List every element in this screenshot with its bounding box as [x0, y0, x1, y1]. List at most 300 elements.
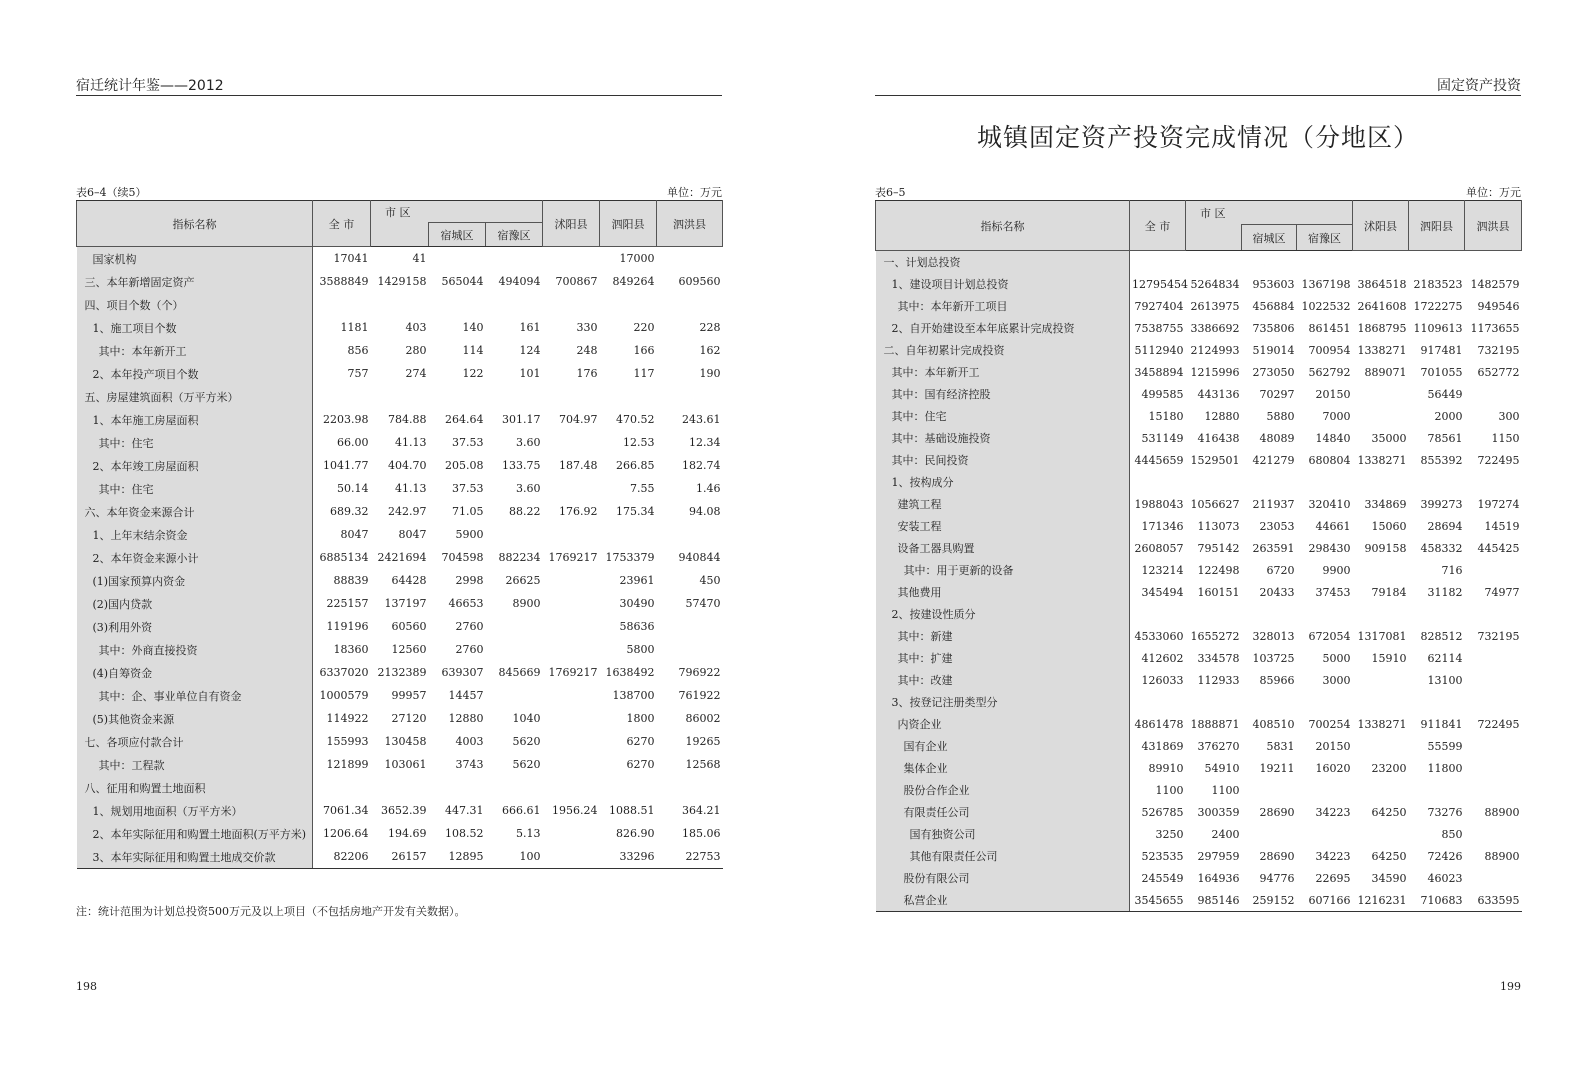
table-cell — [543, 845, 600, 869]
table-cell — [543, 431, 600, 454]
table-cell: 62114 — [1427, 651, 1463, 665]
row-label: 3、按登记注册类型分 — [876, 691, 1130, 713]
table-cell: 19211 — [1259, 761, 1295, 775]
table-cell — [1353, 779, 1409, 801]
row-label: 其中：本年新开工项目 — [876, 295, 1130, 317]
table-cell — [1353, 383, 1409, 405]
table-cell — [486, 523, 543, 546]
table-cell: 71.05 — [452, 505, 484, 518]
table-cell: 79184 — [1371, 585, 1407, 599]
table-cell: 6270 — [626, 758, 655, 771]
table-cell: 103061 — [384, 758, 427, 771]
table-cell: 37.53 — [452, 436, 484, 449]
table-cell: 458332 — [1420, 541, 1463, 555]
table-cell: 3458894 — [1134, 365, 1184, 379]
row-label: 其中：基础设施投资 — [876, 427, 1130, 449]
table-cell: 1868795 — [1357, 321, 1407, 335]
table-cell — [1465, 757, 1522, 779]
table-cell: 9900 — [1322, 563, 1351, 577]
table-cell: 23200 — [1371, 761, 1407, 775]
table-row — [77, 385, 723, 408]
table-cell: 1655272 — [1190, 629, 1240, 643]
table-cell: 700254 — [1308, 717, 1351, 731]
table-cell: 443136 — [1197, 387, 1240, 401]
row-label: 八、征用和购置土地面积 — [77, 776, 313, 799]
row-label: 其他费用 — [876, 581, 1130, 603]
table-cell — [543, 638, 600, 661]
table-cell: 526785 — [1141, 805, 1184, 819]
table-row — [876, 537, 1522, 559]
table-cell: 2760 — [455, 643, 484, 656]
table-cell: 1769217 — [548, 551, 598, 564]
table-cell: 185.06 — [682, 827, 721, 840]
table-row — [77, 339, 723, 362]
header-indicator-name: 指标名称 — [876, 201, 1130, 251]
table-cell: 1.46 — [696, 482, 721, 495]
table-cell: 82206 — [313, 845, 371, 869]
table-cell — [543, 684, 600, 707]
table-cell: 113073 — [1197, 519, 1240, 533]
table-cell: 2613975 — [1190, 299, 1240, 313]
table-cell: 1338271 — [1357, 717, 1407, 731]
row-label: 股份合作企业 — [876, 779, 1130, 801]
table-cell — [1242, 603, 1297, 625]
table-cell — [1465, 603, 1522, 625]
table-cell: 66.00 — [337, 436, 369, 449]
table-row — [77, 477, 723, 500]
table-cell: 2421694 — [377, 551, 427, 564]
left-page — [76, 0, 722, 1077]
table-row — [77, 431, 723, 454]
row-label: 1、按构成分 — [876, 471, 1130, 493]
table-cell — [543, 569, 600, 592]
table-cell: 13100 — [1427, 673, 1463, 687]
table-row — [77, 500, 723, 523]
table-cell: 1109613 — [1413, 321, 1463, 335]
table-cell: 264.64 — [445, 413, 484, 426]
table-label: 表6–5 — [875, 186, 906, 199]
table-cell — [1353, 603, 1409, 625]
table-cell: 607166 — [1297, 889, 1353, 912]
table-cell: 176.92 — [559, 505, 598, 518]
table-row — [77, 316, 723, 339]
table-cell: 56449 — [1427, 387, 1463, 401]
table-cell: 722495 — [1477, 453, 1520, 467]
table-cell: 364.21 — [682, 804, 721, 817]
table-cell: 408510 — [1252, 717, 1295, 731]
table-cell: 523535 — [1141, 849, 1184, 863]
table-cell — [1242, 251, 1297, 274]
table-cell: 1338271 — [1357, 343, 1407, 357]
page-number-right: 199 — [1500, 980, 1521, 993]
table-cell: 412602 — [1141, 651, 1184, 665]
table-cell — [1186, 471, 1242, 493]
table-cell: 2998 — [455, 574, 484, 587]
table-cell: 447.31 — [445, 804, 484, 817]
table-row — [876, 757, 1522, 779]
table-cell: 41.13 — [395, 482, 427, 495]
table-cell: 2132389 — [377, 666, 427, 679]
table-cell: 245549 — [1141, 871, 1184, 885]
table-cell: 126033 — [1141, 673, 1184, 687]
table-cell: 37.53 — [452, 482, 484, 495]
table-cell: 672054 — [1308, 629, 1351, 643]
table-cell: 1800 — [626, 712, 655, 725]
table-cell: 3000 — [1322, 673, 1351, 687]
header-sihong: 泗洪县 — [1465, 201, 1522, 251]
table-row — [876, 801, 1522, 823]
table-cell: 54910 — [1204, 761, 1240, 775]
table-cell: 3588849 — [319, 275, 369, 288]
table-row — [77, 845, 723, 869]
table-cell: 1181 — [340, 321, 369, 334]
table-cell: 12.53 — [623, 436, 655, 449]
row-label: 一、计划总投资 — [876, 251, 1130, 274]
table-cell: 28690 — [1259, 849, 1295, 863]
table-cell: 14457 — [448, 689, 484, 702]
table-row — [77, 408, 723, 431]
table-cell — [543, 776, 600, 799]
table-cell — [1465, 559, 1522, 581]
table-cell: 639307 — [441, 666, 484, 679]
table-cell — [1130, 691, 1186, 713]
table-cell: 37453 — [1315, 585, 1351, 599]
table-cell: 403 — [405, 321, 427, 334]
table-cell: 7538755 — [1134, 321, 1184, 335]
table-cell — [1242, 471, 1297, 493]
table-cell: 940844 — [678, 551, 721, 564]
table-cell: 404.70 — [388, 459, 427, 472]
table-cell: 298430 — [1308, 541, 1351, 555]
table-cell: 328013 — [1252, 629, 1295, 643]
right-data-table — [875, 200, 1522, 912]
table-cell: 35000 — [1371, 431, 1407, 445]
table-cell: 94776 — [1259, 871, 1295, 885]
table-cell — [543, 523, 600, 546]
table-cell — [543, 707, 600, 730]
table-cell — [486, 293, 543, 316]
table-cell — [313, 293, 371, 316]
section-title: 固定资产投资 — [1437, 78, 1521, 94]
table-cell — [1465, 647, 1522, 669]
table-cell: 796922 — [678, 666, 721, 679]
table-cell: 112933 — [1197, 673, 1240, 687]
table-cell: 985146 — [1186, 889, 1242, 912]
table-cell: 166 — [633, 344, 655, 357]
table-row — [876, 405, 1522, 427]
table-cell — [1409, 471, 1465, 493]
row-label: 七、各项应付款合计 — [77, 730, 313, 753]
row-label: 2、本年资金来源小计 — [77, 546, 313, 569]
table-row — [876, 339, 1522, 361]
table-cell — [600, 776, 657, 799]
table-cell — [1465, 823, 1522, 845]
table-cell: 330 — [576, 321, 598, 334]
table-row — [77, 799, 723, 822]
table-cell: 6885134 — [319, 551, 369, 564]
table-cell — [1465, 735, 1522, 757]
table-cell — [1297, 691, 1353, 713]
table-cell: 1529501 — [1190, 453, 1240, 467]
table-cell: 300359 — [1197, 805, 1240, 819]
table-cell: 1056627 — [1190, 497, 1240, 511]
table-cell: 845669 — [498, 666, 541, 679]
table-cell: 88900 — [1484, 805, 1520, 819]
table-cell: 445425 — [1477, 541, 1520, 555]
table-cell — [543, 753, 600, 776]
table-cell — [1465, 251, 1522, 274]
table-cell — [371, 385, 429, 408]
table-row — [876, 383, 1522, 405]
table-cell: 450 — [699, 574, 721, 587]
table-cell: 421279 — [1252, 453, 1295, 467]
table-cell: 6270 — [626, 735, 655, 748]
table-cell: 861451 — [1308, 321, 1351, 335]
table-row — [876, 295, 1522, 317]
table-cell: 909158 — [1364, 541, 1407, 555]
table-row — [77, 270, 723, 293]
table-cell — [543, 730, 600, 753]
table-cell: 34590 — [1371, 871, 1407, 885]
table-cell: 124 — [519, 344, 541, 357]
table-cell: 3743 — [455, 758, 484, 771]
table-row — [876, 647, 1522, 669]
table-cell: 850 — [1441, 827, 1463, 841]
table-cell: 15910 — [1371, 651, 1407, 665]
table-row — [876, 669, 1522, 691]
table-cell: 41 — [412, 252, 427, 265]
table-cell: 23961 — [619, 574, 655, 587]
header-urban-district: 市 区 — [371, 201, 543, 223]
table-cell — [1242, 823, 1297, 845]
table-cell: 2400 — [1211, 827, 1240, 841]
table-cell: 345494 — [1141, 585, 1184, 599]
table-cell: 3545655 — [1130, 889, 1186, 912]
table-cell: 953603 — [1252, 277, 1295, 291]
table-cell: 122 — [462, 367, 484, 380]
unit-label: 单位：万元 — [1466, 186, 1521, 199]
table-cell: 15060 — [1371, 519, 1407, 533]
table-cell: 519014 — [1252, 343, 1295, 357]
row-label: (5)其他资金来源 — [77, 707, 313, 730]
table-row — [77, 822, 723, 845]
table-cell: 1317081 — [1357, 629, 1407, 643]
table-cell: 33296 — [600, 845, 657, 869]
table-cell: 3386692 — [1190, 321, 1240, 335]
right-table-caption — [875, 184, 1521, 198]
row-label: 二、自年初累计完成投资 — [876, 339, 1130, 361]
table-cell: 1722275 — [1413, 299, 1463, 313]
table-cell: 123214 — [1141, 563, 1184, 577]
table-cell: 12568 — [685, 758, 721, 771]
table-cell: 1367198 — [1301, 277, 1351, 291]
table-cell — [1465, 383, 1522, 405]
table-cell — [371, 776, 429, 799]
row-label: 其中：本年新开工 — [77, 339, 313, 362]
row-label: (2)国内贷款 — [77, 592, 313, 615]
table-cell: 12.34 — [689, 436, 721, 449]
table-cell — [657, 638, 723, 661]
table-cell: 205.08 — [445, 459, 484, 472]
table-cell: 7061.34 — [323, 804, 369, 817]
table-cell: 680804 — [1308, 453, 1351, 467]
table-row — [77, 523, 723, 546]
table-row — [876, 691, 1522, 713]
table-row — [77, 454, 723, 477]
row-label: 2、按建设性质分 — [876, 603, 1130, 625]
table-cell: 2760 — [455, 620, 484, 633]
table-cell — [429, 293, 486, 316]
table-cell: 1000579 — [319, 689, 369, 702]
table-cell: 72426 — [1427, 849, 1463, 863]
table-cell: 211937 — [1252, 497, 1295, 511]
table-cell: 5.13 — [516, 827, 541, 840]
table-cell: 88839 — [333, 574, 369, 587]
table-cell: 242.97 — [388, 505, 427, 518]
table-cell — [1409, 603, 1465, 625]
table-cell — [1353, 251, 1409, 274]
table-cell: 137197 — [384, 597, 427, 610]
table-cell: 4533060 — [1134, 629, 1184, 643]
header-sucheng: 宿城区 — [1242, 225, 1297, 251]
table-cell — [1186, 603, 1242, 625]
page-title: 城镇固定资产投资完成情况（分地区） — [976, 123, 1419, 152]
table-cell: 162 — [699, 344, 721, 357]
table-cell — [1130, 471, 1186, 493]
header-siyang: 泗阳县 — [1409, 201, 1465, 251]
table-row — [77, 684, 723, 707]
row-label: 其中：民间投资 — [876, 449, 1130, 471]
row-label: 五、房屋建筑面积（万平方米） — [77, 385, 313, 408]
header-sihong: 泗洪县 — [657, 201, 723, 247]
table-row — [77, 615, 723, 638]
table-cell: 50.14 — [337, 482, 369, 495]
table-cell: 5112940 — [1134, 343, 1184, 357]
table-cell — [1297, 603, 1353, 625]
table-row — [876, 559, 1522, 581]
table-cell: 263591 — [1252, 541, 1295, 555]
table-cell — [1297, 251, 1353, 274]
table-cell: 2000 — [1434, 409, 1463, 423]
table-cell — [486, 247, 543, 271]
table-row — [876, 581, 1522, 603]
row-label: 国有独资公司 — [876, 823, 1130, 845]
table-cell — [543, 615, 600, 638]
header-shiqu-blank — [1186, 225, 1242, 251]
table-cell: 1638492 — [605, 666, 655, 679]
table-cell: 1338271 — [1357, 453, 1407, 467]
table-cell: 1216231 — [1353, 889, 1409, 912]
right-table-body — [876, 251, 1522, 912]
table-cell: 652772 — [1477, 365, 1520, 379]
table-cell: 101 — [519, 367, 541, 380]
table-cell: 70297 — [1259, 387, 1295, 401]
table-cell — [486, 684, 543, 707]
table-cell: 7927404 — [1134, 299, 1184, 313]
table-cell: 55599 — [1427, 739, 1463, 753]
table-cell — [657, 523, 723, 546]
row-label: 1、上年末结余资金 — [77, 523, 313, 546]
table-cell: 722495 — [1477, 717, 1520, 731]
table-row — [876, 317, 1522, 339]
table-cell: 58636 — [619, 620, 655, 633]
row-label: 其中：住宅 — [77, 477, 313, 500]
left-running-head — [76, 75, 722, 96]
table-cell: 1150 — [1491, 431, 1520, 445]
table-cell: 320410 — [1308, 497, 1351, 511]
table-cell: 700867 — [555, 275, 598, 288]
row-label: 其中：国有经济控股 — [876, 383, 1130, 405]
table-cell — [1465, 691, 1522, 713]
unit-label: 单位：万元 — [667, 186, 722, 199]
table-cell: 1206.64 — [323, 827, 369, 840]
table-row — [876, 515, 1522, 537]
table-cell: 757 — [347, 367, 369, 380]
table-cell: 710683 — [1409, 889, 1465, 912]
table-cell — [429, 385, 486, 408]
table-cell — [1353, 559, 1409, 581]
table-cell: 1173655 — [1470, 321, 1520, 335]
table-cell: 121899 — [326, 758, 369, 771]
table-cell: 949546 — [1477, 299, 1520, 313]
row-label: 集体企业 — [876, 757, 1130, 779]
table-cell: 784.88 — [388, 413, 427, 426]
table-cell: 19265 — [685, 735, 721, 748]
row-label: 1、建设项目计划总投资 — [876, 273, 1130, 295]
table-cell: 1956.24 — [552, 804, 598, 817]
row-label: 其中：外商直接投资 — [77, 638, 313, 661]
table-cell — [486, 385, 543, 408]
table-row — [876, 867, 1522, 889]
table-cell: 117 — [633, 367, 655, 380]
table-cell — [600, 385, 657, 408]
table-label: 表6–4（续5） — [76, 186, 147, 199]
table-cell: 531149 — [1141, 431, 1184, 445]
table-cell: 60560 — [391, 620, 427, 633]
table-cell: 44661 — [1315, 519, 1351, 533]
table-cell: 41.13 — [395, 436, 427, 449]
table-row — [77, 293, 723, 316]
table-cell: 826.90 — [616, 827, 655, 840]
table-cell — [543, 293, 600, 316]
header-shiqu-blank — [371, 223, 429, 247]
table-row — [77, 776, 723, 799]
table-cell: 28690 — [1259, 805, 1295, 819]
table-row — [77, 592, 723, 615]
table-cell — [1409, 779, 1465, 801]
table-cell: 259152 — [1242, 889, 1297, 912]
header-shuyang: 沭阳县 — [1353, 201, 1409, 251]
table-cell: 182.74 — [682, 459, 721, 472]
table-cell: 23053 — [1259, 519, 1295, 533]
table-cell: 64250 — [1371, 849, 1407, 863]
left-table-caption — [76, 184, 722, 198]
table-cell: 171346 — [1141, 519, 1184, 533]
table-cell: 28694 — [1427, 519, 1463, 533]
table-cell: 164936 — [1197, 871, 1240, 885]
table-cell: 85966 — [1259, 673, 1295, 687]
table-cell: 194.69 — [388, 827, 427, 840]
table-cell — [1353, 405, 1409, 427]
table-cell: 280 — [405, 344, 427, 357]
table-cell: 64428 — [391, 574, 427, 587]
table-row — [77, 546, 723, 569]
right-running-head — [875, 75, 1521, 96]
table-cell: 7000 — [1322, 409, 1351, 423]
table-cell: 5831 — [1266, 739, 1295, 753]
table-cell: 103725 — [1252, 651, 1295, 665]
table-cell — [543, 592, 600, 615]
